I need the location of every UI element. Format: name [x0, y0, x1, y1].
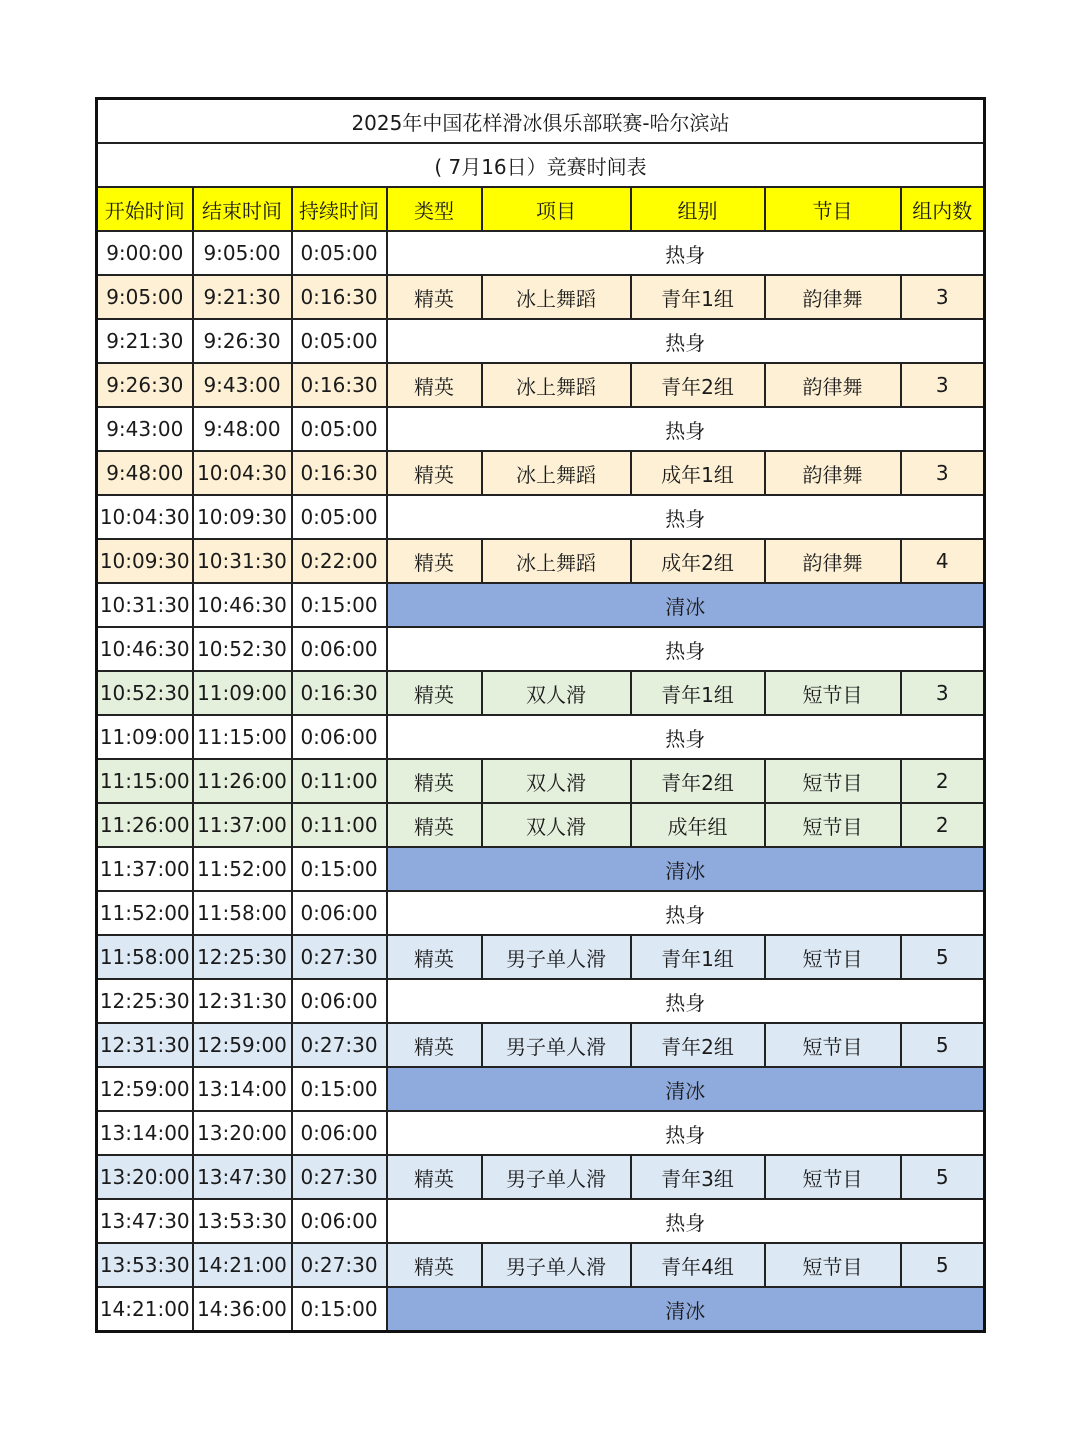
table-row [97, 715, 985, 759]
duration-cell: 0:05:00 [292, 231, 387, 275]
duration-cell: 0:27:30 [292, 1155, 387, 1199]
start-time-cell: 12:31:30 [97, 1023, 193, 1067]
group-cell: 成年1组 [631, 451, 765, 495]
end-time-cell: 11:52:00 [193, 847, 292, 891]
warmup-cell: 热身 [387, 319, 985, 363]
count-cell: 5 [901, 1023, 985, 1067]
type-cell: 精英 [387, 1243, 482, 1287]
end-time-cell: 9:05:00 [193, 231, 292, 275]
start-time-cell: 9:05:00 [97, 275, 193, 319]
duration-cell: 0:06:00 [292, 1199, 387, 1243]
header-row [97, 187, 985, 231]
start-time-cell: 10:46:30 [97, 627, 193, 671]
warmup-cell: 热身 [387, 1199, 985, 1243]
program-cell: 韵律舞 [765, 275, 901, 319]
start-time-cell: 10:52:30 [97, 671, 193, 715]
group-cell: 青年2组 [631, 759, 765, 803]
type-cell: 精英 [387, 935, 482, 979]
header-duration: 持续时间 [292, 187, 387, 231]
end-time-cell: 10:46:30 [193, 583, 292, 627]
program-cell: 短节目 [765, 671, 901, 715]
event-cell: 男子单人滑 [482, 935, 631, 979]
start-time-cell: 12:25:30 [97, 979, 193, 1023]
duration-cell: 0:06:00 [292, 1111, 387, 1155]
table-row [97, 495, 985, 539]
table-row [97, 1199, 985, 1243]
type-cell: 精英 [387, 539, 482, 583]
start-time-cell: 9:21:30 [97, 319, 193, 363]
program-cell: 短节目 [765, 935, 901, 979]
group-cell: 青年2组 [631, 1023, 765, 1067]
duration-cell: 0:06:00 [292, 715, 387, 759]
type-cell: 精英 [387, 803, 482, 847]
event-cell: 男子单人滑 [482, 1243, 631, 1287]
ice-clean-cell: 清冰 [387, 1067, 985, 1111]
duration-cell: 0:11:00 [292, 803, 387, 847]
start-time-cell: 10:09:30 [97, 539, 193, 583]
duration-cell: 0:05:00 [292, 407, 387, 451]
end-time-cell: 9:48:00 [193, 407, 292, 451]
end-time-cell: 13:20:00 [193, 1111, 292, 1155]
group-cell: 青年2组 [631, 363, 765, 407]
start-time-cell: 11:15:00 [97, 759, 193, 803]
duration-cell: 0:27:30 [292, 1023, 387, 1067]
duration-cell: 0:06:00 [292, 891, 387, 935]
table-row [97, 319, 985, 363]
duration-cell: 0:11:00 [292, 759, 387, 803]
count-cell: 5 [901, 1243, 985, 1287]
duration-cell: 0:15:00 [292, 583, 387, 627]
start-time-cell: 13:53:30 [97, 1243, 193, 1287]
warmup-cell: 热身 [387, 231, 985, 275]
duration-cell: 0:16:30 [292, 363, 387, 407]
table-row [97, 627, 985, 671]
program-cell: 韵律舞 [765, 363, 901, 407]
header-program: 节目 [765, 187, 901, 231]
end-time-cell: 12:25:30 [193, 935, 292, 979]
table-row [97, 847, 985, 891]
table-title: 2025年中国花样滑冰俱乐部联赛-哈尔滨站 [97, 99, 985, 144]
end-time-cell: 9:43:00 [193, 363, 292, 407]
duration-cell: 0:22:00 [292, 539, 387, 583]
count-cell: 5 [901, 1155, 985, 1199]
end-time-cell: 9:21:30 [193, 275, 292, 319]
program-cell: 短节目 [765, 1155, 901, 1199]
event-cell: 双人滑 [482, 759, 631, 803]
table-row [97, 979, 985, 1023]
program-cell: 短节目 [765, 1243, 901, 1287]
start-time-cell: 9:00:00 [97, 231, 193, 275]
duration-cell: 0:05:00 [292, 495, 387, 539]
warmup-cell: 热身 [387, 715, 985, 759]
start-time-cell: 14:21:00 [97, 1287, 193, 1332]
table-row [97, 231, 985, 275]
start-time-cell: 9:26:30 [97, 363, 193, 407]
end-time-cell: 11:09:00 [193, 671, 292, 715]
start-time-cell: 10:04:30 [97, 495, 193, 539]
event-cell: 冰上舞蹈 [482, 275, 631, 319]
table-row [97, 1067, 985, 1111]
warmup-cell: 热身 [387, 627, 985, 671]
table-row [97, 1155, 985, 1199]
end-time-cell: 10:04:30 [193, 451, 292, 495]
group-cell: 青年1组 [631, 671, 765, 715]
group-cell: 成年2组 [631, 539, 765, 583]
table-row [97, 407, 985, 451]
duration-cell: 0:27:30 [292, 935, 387, 979]
header-group: 组别 [631, 187, 765, 231]
duration-cell: 0:06:00 [292, 627, 387, 671]
type-cell: 精英 [387, 275, 482, 319]
event-cell: 双人滑 [482, 671, 631, 715]
start-time-cell: 11:26:00 [97, 803, 193, 847]
program-cell: 短节目 [765, 803, 901, 847]
table-row [97, 1023, 985, 1067]
table-row [97, 275, 985, 319]
duration-cell: 0:27:30 [292, 1243, 387, 1287]
end-time-cell: 10:52:30 [193, 627, 292, 671]
table-row [97, 891, 985, 935]
type-cell: 精英 [387, 363, 482, 407]
start-time-cell: 11:09:00 [97, 715, 193, 759]
count-cell: 4 [901, 539, 985, 583]
start-time-cell: 11:58:00 [97, 935, 193, 979]
duration-cell: 0:16:30 [292, 275, 387, 319]
table-row [97, 759, 985, 803]
start-time-cell: 11:52:00 [97, 891, 193, 935]
table-row [97, 1243, 985, 1287]
end-time-cell: 13:47:30 [193, 1155, 292, 1199]
count-cell: 3 [901, 363, 985, 407]
warmup-cell: 热身 [387, 1111, 985, 1155]
start-time-cell: 10:31:30 [97, 583, 193, 627]
duration-cell: 0:06:00 [292, 979, 387, 1023]
schedule-table [95, 97, 986, 1333]
start-time-cell: 9:48:00 [97, 451, 193, 495]
table-row [97, 671, 985, 715]
group-cell: 青年1组 [631, 275, 765, 319]
end-time-cell: 14:21:00 [193, 1243, 292, 1287]
end-time-cell: 11:26:00 [193, 759, 292, 803]
header-end-time: 结束时间 [193, 187, 292, 231]
table-row [97, 363, 985, 407]
end-time-cell: 13:53:30 [193, 1199, 292, 1243]
warmup-cell: 热身 [387, 891, 985, 935]
type-cell: 精英 [387, 671, 482, 715]
count-cell: 3 [901, 275, 985, 319]
program-cell: 韵律舞 [765, 539, 901, 583]
type-cell: 精英 [387, 451, 482, 495]
warmup-cell: 热身 [387, 979, 985, 1023]
duration-cell: 0:15:00 [292, 1067, 387, 1111]
event-cell: 冰上舞蹈 [482, 363, 631, 407]
count-cell: 2 [901, 759, 985, 803]
warmup-cell: 热身 [387, 495, 985, 539]
start-time-cell: 12:59:00 [97, 1067, 193, 1111]
table-row [97, 583, 985, 627]
program-cell: 短节目 [765, 759, 901, 803]
end-time-cell: 11:58:00 [193, 891, 292, 935]
start-time-cell: 11:37:00 [97, 847, 193, 891]
header-event: 项目 [482, 187, 631, 231]
end-time-cell: 10:09:30 [193, 495, 292, 539]
count-cell: 3 [901, 451, 985, 495]
table-subtitle: ( 7月16日）竞赛时间表 [97, 143, 985, 187]
table-row [97, 1111, 985, 1155]
duration-cell: 0:15:00 [292, 1287, 387, 1332]
end-time-cell: 12:31:30 [193, 979, 292, 1023]
start-time-cell: 13:14:00 [97, 1111, 193, 1155]
end-time-cell: 11:37:00 [193, 803, 292, 847]
table-row [97, 935, 985, 979]
header-type: 类型 [387, 187, 482, 231]
table-row [97, 451, 985, 495]
end-time-cell: 12:59:00 [193, 1023, 292, 1067]
event-cell: 双人滑 [482, 803, 631, 847]
duration-cell: 0:16:30 [292, 451, 387, 495]
group-cell: 青年4组 [631, 1243, 765, 1287]
header-count: 组内数 [901, 187, 985, 231]
duration-cell: 0:16:30 [292, 671, 387, 715]
count-cell: 3 [901, 671, 985, 715]
event-cell: 男子单人滑 [482, 1023, 631, 1067]
end-time-cell: 9:26:30 [193, 319, 292, 363]
ice-clean-cell: 清冰 [387, 583, 985, 627]
end-time-cell: 14:36:00 [193, 1287, 292, 1332]
table-row [97, 803, 985, 847]
group-cell: 成年组 [631, 803, 765, 847]
ice-clean-cell: 清冰 [387, 1287, 985, 1332]
event-cell: 男子单人滑 [482, 1155, 631, 1199]
table-row [97, 539, 985, 583]
duration-cell: 0:05:00 [292, 319, 387, 363]
group-cell: 青年3组 [631, 1155, 765, 1199]
end-time-cell: 10:31:30 [193, 539, 292, 583]
start-time-cell: 13:47:30 [97, 1199, 193, 1243]
ice-clean-cell: 清冰 [387, 847, 985, 891]
type-cell: 精英 [387, 1023, 482, 1067]
program-cell: 短节目 [765, 1023, 901, 1067]
end-time-cell: 11:15:00 [193, 715, 292, 759]
start-time-cell: 13:20:00 [97, 1155, 193, 1199]
event-cell: 冰上舞蹈 [482, 451, 631, 495]
duration-cell: 0:15:00 [292, 847, 387, 891]
type-cell: 精英 [387, 1155, 482, 1199]
count-cell: 5 [901, 935, 985, 979]
start-time-cell: 9:43:00 [97, 407, 193, 451]
type-cell: 精英 [387, 759, 482, 803]
program-cell: 韵律舞 [765, 451, 901, 495]
count-cell: 2 [901, 803, 985, 847]
table-row [97, 1287, 985, 1332]
group-cell: 青年1组 [631, 935, 765, 979]
event-cell: 冰上舞蹈 [482, 539, 631, 583]
end-time-cell: 13:14:00 [193, 1067, 292, 1111]
warmup-cell: 热身 [387, 407, 985, 451]
header-start-time: 开始时间 [97, 187, 193, 231]
